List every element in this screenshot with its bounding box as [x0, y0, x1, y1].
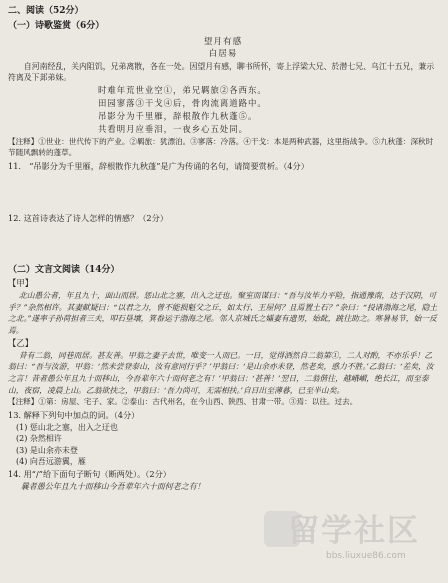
- passage-jia: 北山愚公者，年且九十，面山而居。惩山北之塞，出入之迂也。聚室而谋曰：“吾与汝毕力平险，指通豫南，达于汉阴，可乎？”杂然相许。其妻献疑曰：“以君之力，曾不能损魁父之丘，如太行、王屋何？且焉置土石？”杂曰：“投诸渤海之尾，隐土之北。”遂率子孙荷担者三夫，叩石垦壤，箕畚运于渤海之尾。邻人京城氏之孀妻有遗男，始龀，跳往助之。寒暑易节，始一反焉。: [8, 290, 438, 336]
- site-watermark: [264, 509, 436, 565]
- q13-item: (4) 向吾远游翼，雁: [16, 456, 86, 466]
- poem-line: 共看明月应垂泪，一夜乡心五处同。: [98, 124, 248, 135]
- question-12: 12. 这首诗表达了诗人怎样的情感？（2分）: [8, 212, 169, 223]
- poem-author: 白居易: [208, 48, 238, 59]
- question-14-sentence: 曩者愚公年且九十而移山今吾辈年六十而何老之有！: [20, 481, 205, 491]
- watermark-text: 留学社区: [288, 513, 420, 549]
- poem-preface: 自河南经乱，关内阻饥，兄弟离散，各在一处。因望月有感，聊书所怀，寄上浮梁大兄、於潜七兄、乌江十五兄，兼示符离及下邽弟妹。: [8, 61, 435, 83]
- question-11: 11. “吊影分为千里雁，辞根散作九秋蓬”是广为传诵的名句，请简要赏析。（4分）: [8, 161, 309, 171]
- q13-item: (2) 杂然相许: [16, 434, 62, 444]
- q13-item: (1) 惩山北之塞，出入之迂也: [16, 422, 118, 432]
- poem-line: 田园寥落③干戈④后，骨肉流离道路中。: [98, 98, 267, 109]
- passage-jia-label: 【甲】: [8, 278, 34, 289]
- watermark-url: bbs.liuxue86.com: [326, 551, 406, 562]
- poem-line: 时难年荒世业空①，弟兄羁旅②各西东。: [98, 85, 267, 96]
- section-title: 二、阅读（52分）: [8, 6, 84, 16]
- classical-notes: 【注释】①第：房屋、宅子、家。②泰山：古代州名，在今山西、陕西、甘肃一带。③焉：以往。过去。: [8, 397, 358, 407]
- passage-yi: 昔有二翁，同巷而居。甚友善。甲翁之妻子去世，唯变一人而已。一日，觉得洒然自二翁第①，二人对酌，不亦乐乎！乙翁曰：“吾与汝游，甲翁：‘然未尝登泰山，汝有意同行乎？’甲翁曰：‘是山余亦未登，然老矣，惑力不胜。’乙翁曰：‘差矣，汝之言！昔者愚公年且九十而移山，今吾辈年六十而何老之有！’甲翁曰：‘甚善！’翌日，二翁偕往，越峨嵋，绝长江，而至泰山，夜宿，凌晨上山。乙翁欲扶之，甲翁曰：‘吾力尚可，无需相扶。’自日出至薄暮，已至半山矣。: [8, 350, 434, 395]
- passage-yi-label: 【乙】: [8, 337, 34, 348]
- poem-title: 望月有感: [203, 36, 243, 47]
- poem-notes: 【注释】①世业：世代传下的产业。②羁旅：犹漂泊。③寥落：冷落。④干戈：本是两种武器，这里指战争。⑤九秋蓬：深秋时节随风飘转的蓬草。: [8, 137, 434, 158]
- poetry-section-title: （一）诗歌鉴赏（6分）: [8, 20, 105, 31]
- question-13: 13. 解释下列句中加点的词。（4分）: [8, 410, 140, 421]
- question-13-items: [8, 422, 438, 467]
- question-14: 14. 用“/”给下面句子断句（断两处）。（2分）: [8, 469, 171, 480]
- q13-item: (3) 是山余亦未登: [16, 445, 78, 455]
- classical-section-title: （二）文言文阅读（14分）: [8, 265, 120, 276]
- poem-body: [98, 84, 438, 136]
- poem-line: 吊影分为千里雁，辞根散作九秋蓬⑤。: [98, 111, 258, 122]
